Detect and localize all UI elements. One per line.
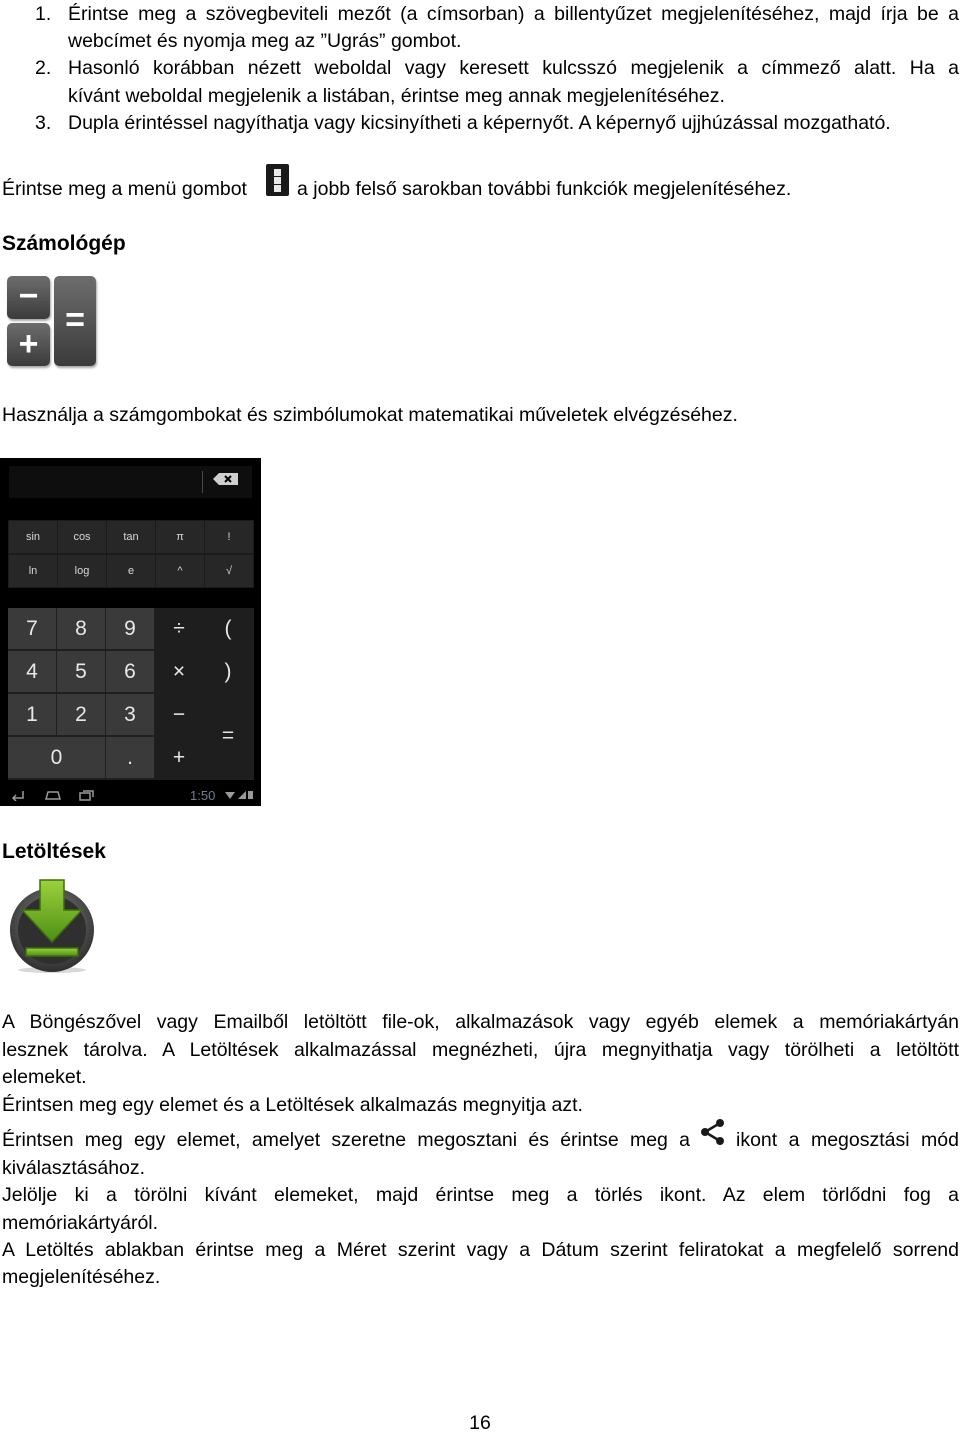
key-9: 9 bbox=[106, 608, 154, 649]
step-2-number: 2. bbox=[35, 57, 52, 79]
downloads-p4-line-2: memóriakártyáról. bbox=[2, 1212, 159, 1234]
backspace-icon bbox=[212, 472, 240, 486]
key-pi: π bbox=[156, 521, 204, 553]
step-2-line-1: Hasonló korábban nézett weboldal vagy keresett kulcsszó megjelenik a címmező alatt. Ha a bbox=[68, 57, 959, 79]
key-decimal: . bbox=[106, 737, 154, 778]
key-tan: tan bbox=[107, 521, 155, 553]
key-7: 7 bbox=[8, 608, 56, 649]
downloads-p1-line-1: A Böngészővel vagy Emailből letöltött file-ok, alkalmazások vagy egyéb elemek a memóriakártyán bbox=[2, 1011, 959, 1033]
key-5: 5 bbox=[57, 651, 105, 692]
share-icon bbox=[698, 1118, 728, 1146]
downloads-p3-line-2: kiválasztásához. bbox=[2, 1157, 146, 1179]
back-icon bbox=[9, 789, 25, 801]
key-e: e bbox=[107, 555, 155, 587]
status-time: 1:50 bbox=[190, 788, 216, 803]
key-open-paren: ( bbox=[204, 608, 252, 649]
downloads-p1-line-3: elemeket. bbox=[2, 1066, 87, 1088]
calc-icon-minus: − bbox=[7, 276, 50, 319]
menu-note-before: Érintse meg a menü gombot bbox=[2, 178, 247, 200]
step-2-line-2: kívánt weboldal megjelenik a listában, érintse meg annak megjelenítéséhez. bbox=[68, 85, 725, 107]
key-divide: ÷ bbox=[155, 608, 203, 649]
calculator-heading: Számológép bbox=[2, 232, 126, 255]
step-1-line-2: webcímet és nyomja meg az ”Ugrás” gombot. bbox=[68, 30, 462, 52]
downloads-p5-line-2: megjelenítéséhez. bbox=[2, 1266, 161, 1288]
step-3-line-1: Dupla érintéssel nagyíthatja vagy kicsinyítheti a képernyőt. A képernyő ujjhúzással mozgatható. bbox=[68, 112, 891, 134]
recent-apps-icon bbox=[79, 789, 95, 801]
key-3: 3 bbox=[106, 694, 154, 735]
calculator-app-icon bbox=[5, 276, 97, 368]
menu-overflow-icon bbox=[266, 164, 289, 196]
key-power: ^ bbox=[156, 555, 204, 587]
downloads-p4-line-1: Jelölje ki a törölni kívánt elemeket, majd érintse meg a törlés ikont. Az elem törlődni fog a bbox=[2, 1184, 959, 1206]
key-log: log bbox=[58, 555, 106, 587]
calc-icon-equals: = bbox=[54, 276, 96, 366]
download-app-icon bbox=[4, 878, 100, 974]
key-plus: + bbox=[155, 737, 203, 778]
key-cos: cos bbox=[58, 521, 106, 553]
key-multiply: × bbox=[155, 651, 203, 692]
calc-icon-plus: + bbox=[7, 323, 50, 366]
step-1-number: 1. bbox=[35, 3, 52, 25]
downloads-p3-before: Érintsen meg egy elemet, amelyet szeretne megosztani és érintse meg a bbox=[2, 1129, 690, 1151]
key-close-paren: ) bbox=[204, 651, 252, 692]
calculator-description: Használja a számgombokat és szimbólumokat matematikai műveletek elvégzéséhez. bbox=[2, 404, 738, 426]
downloads-p3-after: ikont a megosztási mód bbox=[736, 1129, 959, 1151]
key-6: 6 bbox=[106, 651, 154, 692]
home-icon bbox=[44, 789, 62, 801]
key-factorial: ! bbox=[205, 521, 253, 553]
step-1-line-1: Érintse meg a szövegbeviteli mezőt (a címsorban) a billentyűzet megjelenítéséhez, majd írja be a bbox=[68, 3, 959, 25]
key-ln: ln bbox=[9, 555, 57, 587]
key-minus: − bbox=[155, 694, 203, 735]
key-8: 8 bbox=[57, 608, 105, 649]
main-keypad bbox=[8, 608, 254, 780]
key-2: 2 bbox=[57, 694, 105, 735]
key-0: 0 bbox=[8, 737, 105, 778]
key-1: 1 bbox=[8, 694, 56, 735]
key-4: 4 bbox=[8, 651, 56, 692]
key-sqrt: √ bbox=[205, 555, 253, 587]
calculator-screenshot bbox=[0, 458, 261, 806]
android-navbar bbox=[0, 784, 261, 806]
step-3-number: 3. bbox=[35, 112, 52, 134]
advanced-keypad bbox=[8, 520, 254, 588]
downloads-heading: Letöltések bbox=[2, 840, 106, 863]
menu-note-after: a jobb felső sarokban további funkciók megjelenítéséhez. bbox=[297, 178, 792, 200]
downloads-p5-line-1: A Letöltés ablakban érintse meg a Méret szerint vagy a Dátum szerint feliratokat a megfelelő sorrend bbox=[2, 1239, 959, 1261]
downloads-p1-line-2: lesznek tárolva. A Letöltések alkalmazással megnézheti, újra megnyithatja vagy törölheti a letöltött bbox=[2, 1039, 959, 1061]
key-sin: sin bbox=[9, 521, 57, 553]
downloads-p2: Érintsen meg egy elemet és a Letöltések alkalmazás megnyitja azt. bbox=[2, 1094, 583, 1116]
key-equals: = bbox=[204, 694, 252, 778]
status-icons bbox=[224, 790, 254, 800]
page-number: 16 bbox=[469, 1412, 491, 1434]
